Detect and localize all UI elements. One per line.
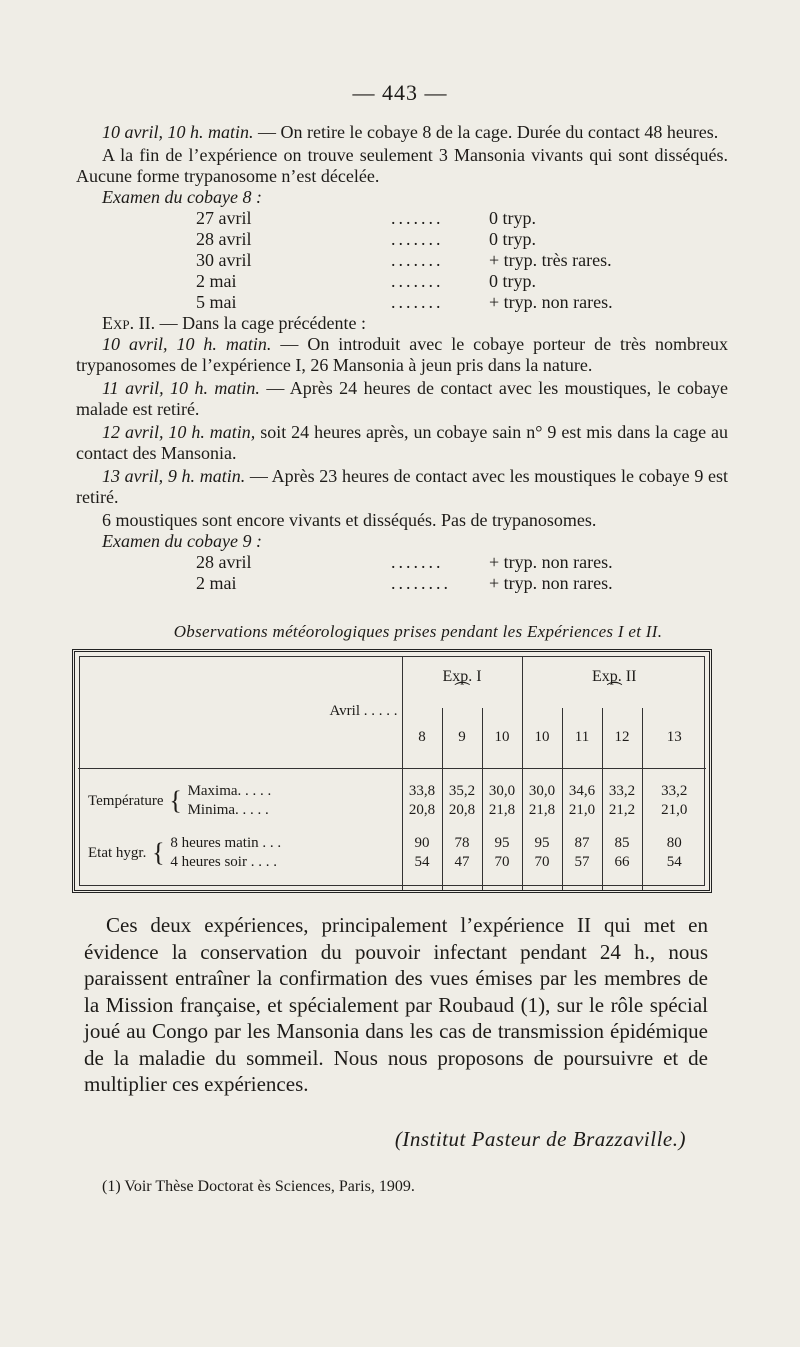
day-header: 10 [522, 708, 562, 768]
day-header: 12 [602, 708, 642, 768]
exam-result: 0 tryp. [489, 271, 536, 291]
temp-cell [522, 782, 562, 820]
page-number: — 443 — [352, 80, 448, 105]
temp-cell [642, 782, 706, 820]
exp2-result-paragraph: 6 moustiques sont encore vivants et disséqués. Pas de trypanosomes. [102, 510, 597, 530]
hyg-evening-value: 57 [574, 854, 590, 870]
exam8-row: 5 mai ....... + tryp. non rares. [76, 292, 728, 313]
exp2-step-date: 10 avril, 10 h. matin. [102, 334, 272, 354]
hyg-evening-value: 47 [454, 854, 470, 870]
hyg-cell [402, 834, 442, 872]
exam8-list [76, 208, 728, 313]
hygrometry-label: Etat hygr. { 8 heures matin . . . 4 heures soir . . . . [88, 835, 282, 870]
day-header: 13 [642, 708, 706, 768]
exam9-row: 2 mai ........ + tryp. non rares. [76, 573, 728, 594]
exp1-result-paragraph: A la fin de l’expérience on trouve seulement 3 Mansonia vivants qui sont disséqués. Aucune forme trypanosome n’est décelée. [76, 145, 728, 186]
temp-min-value: 20,8 [448, 802, 476, 818]
exp2-text: — Dans la cage précédente : [155, 313, 367, 333]
exam-result: + tryp. non rares. [489, 552, 613, 572]
exp2-header-label: Exp. II [592, 668, 637, 685]
exam-result: + tryp. non rares. [489, 292, 613, 312]
exam8-title: Examen du cobaye 8 : [102, 187, 262, 207]
temp-max-value: 35,2 [448, 783, 476, 799]
hyg-cell [642, 834, 706, 872]
exp1-end-date: 10 avril, 10 h. matin. [102, 122, 254, 142]
hyg-morning-value: 85 [614, 835, 630, 851]
temp-max-value: 33,2 [608, 783, 636, 799]
temp-max-label: Maxima. . . . . [187, 783, 272, 799]
exam9-row: 28 avril ....... + tryp. non rares. [76, 552, 728, 573]
exam-result: + tryp. très rares. [489, 250, 612, 270]
temp-min-value: 21,0 [661, 802, 688, 818]
hyg-morning-value: 95 [494, 835, 510, 851]
temp-max-value: 33,8 [408, 783, 436, 799]
temp-max-value: 30,0 [488, 783, 516, 799]
hyg-evening-value: 70 [534, 854, 550, 870]
exam-result: 0 tryp. [489, 229, 536, 249]
exam-date: 5 mai [196, 292, 237, 312]
hyg-cell [442, 834, 482, 872]
day-header: 8 [402, 708, 442, 768]
exp2-header: Exp. II ⏜ [522, 656, 706, 708]
temp-max-value: 34,6 [568, 783, 596, 799]
exp2-label: Exp. II. [102, 313, 156, 333]
exp2-step-text: — Après 24 heures de contact avec les moustiques, le cobaye malade est retiré. [76, 378, 728, 419]
exp1-end-paragraph [76, 122, 728, 143]
meteorological-table [78, 656, 706, 890]
conclusion-section [84, 912, 708, 1098]
hygrometry-title: Etat hygr. [88, 844, 147, 861]
exam9-title: Examen du cobaye 9 : [102, 531, 262, 551]
exp2-step [76, 334, 728, 376]
conclusion-paragraph: Ces deux expériences, principalement l’expérience II qui met en évidence la conservation du pouvoir infectant pendant 24 h., nous paraissent entraîner la confirmation des vues émises par les membres de la Mission française, et spécialement par Roubaud (1), sur le rôle spécial joué au Congo par les Mansonia dans les cas de transmission épidémique de la maladie du sommeil. Nous nous proposons de poursuivre et de multiplier ces expériences. [84, 913, 708, 1096]
exp1-end-text: — On retire le cobaye 8 de la cage. Durée du contact 48 heures. [253, 122, 719, 142]
exam8-row: 28 avril ....... 0 tryp. [76, 229, 728, 250]
hyg-cell [562, 834, 602, 872]
exp2-heading [76, 313, 728, 334]
temp-cell [562, 782, 602, 820]
footnote: (1) Voir Thèse Doctorat ès Sciences, Paris, 1909. [102, 1178, 415, 1195]
exp2-step-date: 13 avril, 9 h. matin. [102, 466, 246, 486]
temp-cell [602, 782, 642, 820]
hyg-morning-value: 78 [454, 835, 470, 851]
hyg-cell [602, 834, 642, 872]
temp-min-label: Minima. . . . . [187, 802, 269, 818]
exam8-row: 30 avril ....... + tryp. très rares. [76, 250, 728, 271]
temp-min-value: 21,2 [608, 802, 636, 818]
exam-date: 30 avril [196, 250, 252, 270]
exam-date: 2 mai [196, 573, 237, 593]
temp-cell [442, 782, 482, 820]
exam-date: 2 mai [196, 271, 237, 291]
hyg-cell [482, 834, 522, 872]
exam-result: 0 tryp. [489, 208, 536, 228]
experiment-notes [76, 122, 728, 594]
exp1-header: Exp. I ⏜ [402, 656, 522, 708]
exp2-step [76, 422, 728, 464]
table-caption: Observations météorologiques prises pendant les Expériences I et II. [173, 622, 663, 641]
exam8-row: 2 mai ....... 0 tryp. [76, 271, 728, 292]
day-header: 9 [442, 708, 482, 768]
temp-min-value: 21,0 [568, 802, 596, 818]
hyg-morning-label: 8 heures matin . . . [170, 835, 282, 851]
hyg-evening-value: 66 [614, 854, 630, 870]
temp-max-value: 33,2 [661, 783, 688, 799]
hyg-evening-value: 70 [494, 854, 510, 870]
hyg-morning-value: 87 [574, 835, 590, 851]
exam-result: + tryp. non rares. [489, 573, 613, 593]
exam8-row: 27 avril ....... 0 tryp. [76, 208, 728, 229]
exp2-step-text: — On introduit avec le cobaye porteur de très nombreux trypanosomes de l’expérience I, 26 Mansonia à jeun pris dans la nature. [76, 334, 728, 375]
temp-cell [482, 782, 522, 820]
hyg-evening-value: 54 [414, 854, 430, 870]
hyg-morning-value: 95 [534, 835, 550, 851]
hyg-evening-value: 54 [666, 854, 682, 870]
temp-min-value: 20,8 [408, 802, 436, 818]
exam9-list [76, 552, 728, 594]
exp2-step-text: — Après 23 heures de contact avec les moustiques le cobaye 9 est retiré. [76, 466, 729, 507]
temp-min-value: 21,8 [528, 802, 556, 818]
temperature-row [78, 782, 706, 820]
temp-min-value: 21,8 [488, 802, 516, 818]
temperature-title: Température [88, 792, 164, 809]
temp-max-value: 30,0 [528, 783, 556, 799]
exam-date: 28 avril [196, 552, 252, 572]
hyg-cell [522, 834, 562, 872]
temp-cell [402, 782, 442, 820]
hygrometry-row [78, 834, 706, 872]
avril-header: Avril . . . . . [78, 656, 402, 768]
hyg-evening-label: 4 heures soir . . . . [170, 854, 277, 870]
institution-signature: (Institut Pasteur de Brazzaville.) [394, 1127, 686, 1151]
exp2-step-date: 12 avril, 10 h. matin, [102, 422, 256, 442]
hyg-morning-value: 80 [666, 835, 682, 851]
temperature-label: Température { Maxima. . . . . Minima. . . . . [88, 783, 272, 818]
exam-date: 27 avril [196, 208, 252, 228]
exp1-header-label: Exp. I [442, 668, 482, 685]
exp2-step-text: soit 24 heures après, un cobaye sain n° 9 est mis dans la cage au contact des Mansonia. [76, 422, 728, 463]
exam-date: 28 avril [196, 229, 252, 249]
day-header: 11 [562, 708, 602, 768]
exp2-step [76, 466, 728, 508]
day-header: 10 [482, 708, 522, 768]
hyg-morning-value: 90 [414, 835, 430, 851]
exp2-step [76, 378, 728, 420]
exp2-step-date: 11 avril, 10 h. matin. [102, 378, 260, 398]
